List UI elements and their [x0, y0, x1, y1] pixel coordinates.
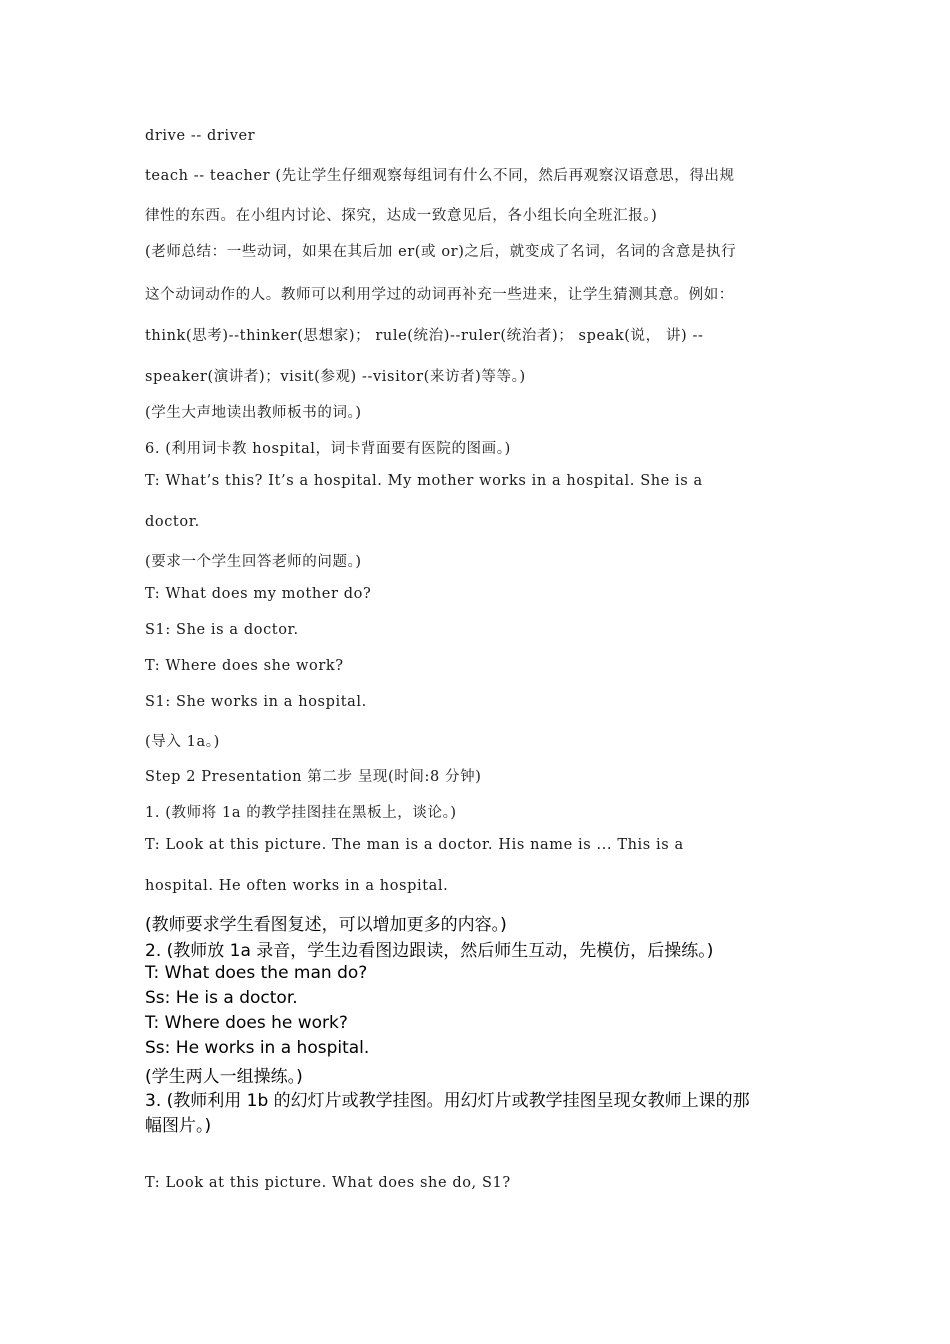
text-line-drive: drive -- driver	[145, 128, 256, 144]
scanned-dialogue-line: T: What does the man do?	[145, 963, 368, 983]
dialogue-line: T: Where does she work?	[145, 658, 344, 674]
scanned-dialogue-line: Ss: He works in a hospital.	[145, 1038, 370, 1058]
scanned-text-line-step-2: 2. (教师放 1a 录音，学生边看图边跟读，然后师生互动，先模仿，后操练。)	[145, 941, 714, 961]
text-line-teach: teach -- teacher (先让学生仔细观察每组词有什么不同，然后再观察汉语意思，得出规	[145, 168, 735, 184]
text-line: 这个动词动作的人。教师可以利用学过的动词再补充一些进来，让学生猜测其意。例如：	[145, 287, 734, 303]
scanned-text-line: (学生两人一组操练。)	[145, 1067, 303, 1087]
dialogue-line: T: What does my mother do?	[145, 586, 372, 602]
dialogue-line: T: What’s this? It’s a hospital. My mother works in a hospital. She is a	[145, 473, 703, 489]
scanned-text-line: (教师要求学生看图复述，可以增加更多的内容。)	[145, 915, 507, 935]
dialogue-line: hospital. He often works in a hospital.	[145, 878, 449, 894]
text-line: 律性的东西。在小组内讨论、探究，达成一致意见后，各小组长向全班汇报。)	[145, 208, 658, 224]
scanned-text-line-step-3: 3. (教师利用 1b 的幻灯片或教学挂图。用幻灯片或教学挂图呈现女教师上课的那	[145, 1091, 750, 1111]
text-line-examples: speaker(演讲者)；visit(参观) --visitor(来访者)等等。)	[145, 369, 526, 385]
scanned-dialogue-line: T: Where does he work?	[145, 1013, 348, 1033]
document-page	[145, 0, 809, 1344]
dialogue-line: S1: She works in a hospital.	[145, 694, 367, 710]
text-line-examples: think(思考)--thinker(思想家)； rule(统治)--ruler(统治者)； speak(说， 讲) --	[145, 328, 704, 344]
text-line: (要求一个学生回答老师的问题。)	[145, 554, 362, 570]
text-line: (学生大声地读出教师板书的词。)	[145, 405, 362, 421]
text-line-step-1: 1. (教师将 1a 的教学挂图挂在黑板上，谈论。)	[145, 805, 457, 821]
text-line: (导入 1a。)	[145, 734, 220, 750]
section-heading: Step 2 Presentation 第二步 呈现(时间:8 分钟)	[145, 769, 482, 785]
text-line-step-6: 6. (利用词卡教 hospital，词卡背面要有医院的图画。)	[145, 441, 511, 457]
scanned-text-line: 幅图片。)	[145, 1116, 212, 1136]
text-line: (老师总结：一些动词，如果在其后加 er(或 or)之后，就变成了名词，名词的含意是执行	[145, 244, 737, 260]
dialogue-line: doctor.	[145, 514, 200, 530]
dialogue-line: T: Look at this picture. The man is a doctor. His name is ... This is a	[145, 837, 684, 853]
dialogue-line: S1: She is a doctor.	[145, 622, 299, 638]
scanned-dialogue-line: Ss: He is a doctor.	[145, 988, 298, 1008]
dialogue-line: T: Look at this picture. What does she do, S1?	[145, 1175, 511, 1191]
